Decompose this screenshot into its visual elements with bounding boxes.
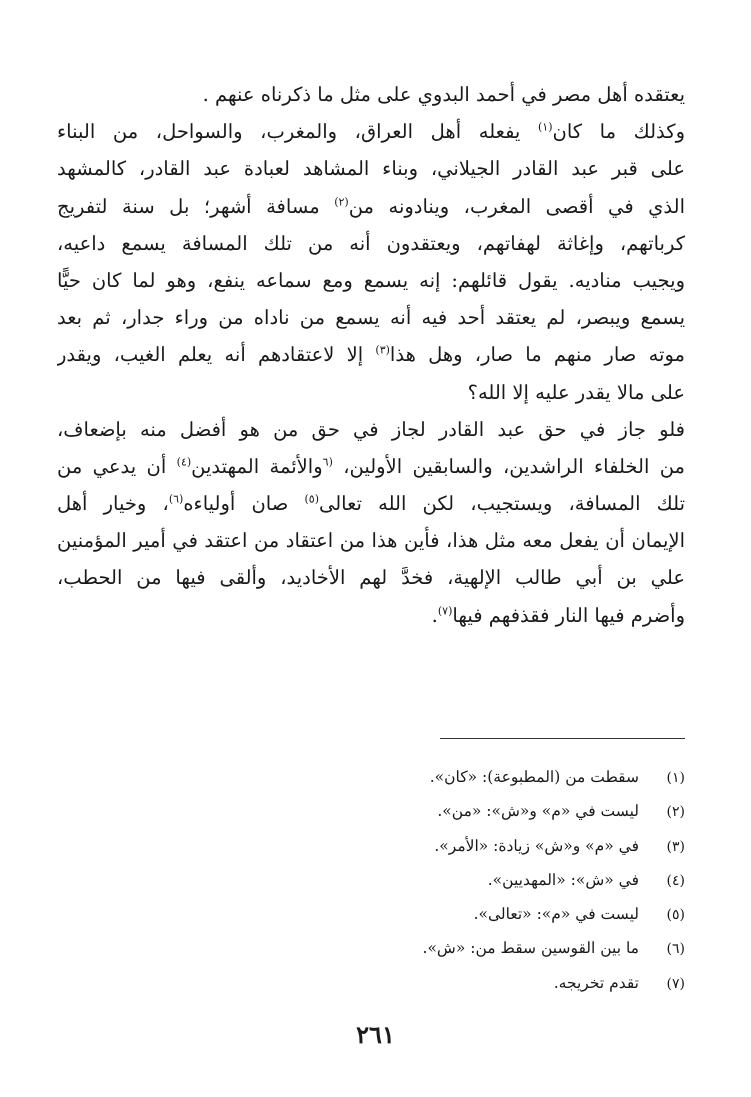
footnote-marker: (٤) — [176, 455, 192, 469]
footnote-item — [65, 829, 685, 863]
footnote-marker: (٥) — [304, 492, 319, 506]
footnote-number: (٢) — [666, 804, 685, 821]
text-run: يفعله أهل العراق، والمغرب، والسواحل، من البناء — [57, 120, 538, 144]
footnotes-section — [65, 760, 685, 1000]
text-line — [57, 262, 685, 299]
footnote-marker: (١) — [537, 120, 553, 134]
text-run: على مالا يقدر عليه إلا الله؟ — [467, 380, 685, 404]
footnote-text: سقطت من (المطبوعة): «كان». — [429, 768, 639, 786]
text-run: إلا لاعتقادهم أنه يعلم الغيب، ويقدر — [57, 343, 376, 367]
footnote-number: (١) — [666, 770, 685, 786]
page-number: ٢٦١ — [356, 1020, 395, 1049]
footnote-text: تقدم تخريجه. — [553, 973, 639, 992]
text-run: كرباتهم، وإغاثة لهفاتهم، ويعتقدون أنه من تلك المسافة يسمع داعيه، — [57, 231, 685, 255]
text-line — [57, 336, 685, 373]
footnote-marker: (٦) — [168, 492, 184, 506]
text-line — [57, 448, 685, 485]
footnote-number: (٣) — [666, 838, 685, 855]
text-line — [57, 374, 685, 411]
text-run: من الخلفاء الراشدين، والسابقين الأولين، — [332, 454, 685, 478]
footnote-text: في «ش»: «المهديين». — [487, 870, 639, 889]
footnote-marker: (٢) — [334, 195, 349, 209]
text-line — [57, 150, 685, 187]
text-line — [57, 522, 685, 559]
footnote-text: ليست في «م»: «تعالى». — [473, 905, 639, 924]
footnote-number: (٦) — [666, 941, 685, 958]
text-run: يعتقده أهل مصر في أحمد البدوي على مثل ما ذكرناه عنهم . — [202, 83, 685, 106]
text-line — [57, 113, 685, 150]
footnote-item — [65, 760, 685, 794]
footnote-item — [65, 794, 685, 828]
text-run: تلك المسافة، ويستجيب، لكن الله تعالى — [318, 492, 685, 516]
footnote-item — [65, 863, 685, 897]
text-run: أن يدعي من — [57, 454, 177, 478]
footnote-separator — [440, 738, 685, 739]
text-line — [57, 188, 685, 225]
footnote-marker: (٣) — [375, 343, 390, 357]
text-run: علي بن أبي طالب الإلهية، فخدَّ لهم الأخاديد، وألقى فيها من الحطب، — [57, 566, 685, 590]
text-run: يسمع ويبصر، لم يعتقد أحد فيه أنه يسمع من ناداه من وراء جدار، ثم بعد — [57, 306, 685, 330]
text-run: الإيمان أن يفعل معه مثل هذا، فأين هذا من اعتقاد من اعتقد في أمير المؤمنين — [57, 529, 685, 553]
footnote-item — [65, 897, 685, 931]
text-line — [57, 559, 685, 596]
text-line — [57, 76, 685, 113]
footnote-item — [65, 931, 685, 965]
footnote-item — [65, 966, 685, 1000]
text-line — [57, 299, 685, 336]
text-line — [57, 411, 685, 448]
footnote-number: (٥) — [666, 907, 685, 924]
text-run: . — [431, 603, 438, 627]
text-run: ويجيب مناديه. يقول قائلهم: إنه يسمع ومع سماعه ينفع، وهو لما كان حيًّا — [57, 268, 685, 292]
text-run: موته صار منهم ما صار، وهل هذا — [389, 343, 685, 367]
footnote-text: ما بين القوسين سقط من: «ش». — [422, 939, 639, 958]
text-run: الذي في أقصى المغرب، وينادونه من — [348, 194, 685, 218]
text-run: صان أولياءه — [183, 492, 305, 516]
text-run: وأضرم فيها النار فقذفهم فيها — [452, 603, 685, 627]
footnote-text: ليست في «م» و«ش»: «من». — [437, 802, 639, 821]
footnote-marker: (٧) — [437, 604, 453, 618]
text-line — [57, 225, 685, 262]
text-line — [57, 485, 685, 522]
text-line — [57, 597, 685, 634]
main-text — [57, 76, 685, 634]
text-run: والأئمة المهتدين — [191, 454, 323, 478]
text-run: ، وخيار أهل — [57, 492, 169, 516]
footnote-number: (٧) — [666, 975, 685, 992]
text-run: فلو جاز في حق عبد القادر لجاز في حق من هو أفضل منه بإضعاف، — [57, 417, 685, 441]
footnote-marker: (٦ — [322, 455, 333, 469]
footnote-number: (٤) — [666, 872, 685, 889]
text-run: مسافة أشهر؛ بل سنة لتفريج — [57, 194, 335, 218]
footnote-text: في «م» و«ش» زيادة: «الأمر». — [434, 836, 639, 855]
text-run: وكذلك ما كان — [552, 120, 685, 144]
text-run: على قبر عبد القادر الجيلاني، وبناء المشاهد لعبادة عبد القادر، كالمشهد — [57, 157, 685, 181]
